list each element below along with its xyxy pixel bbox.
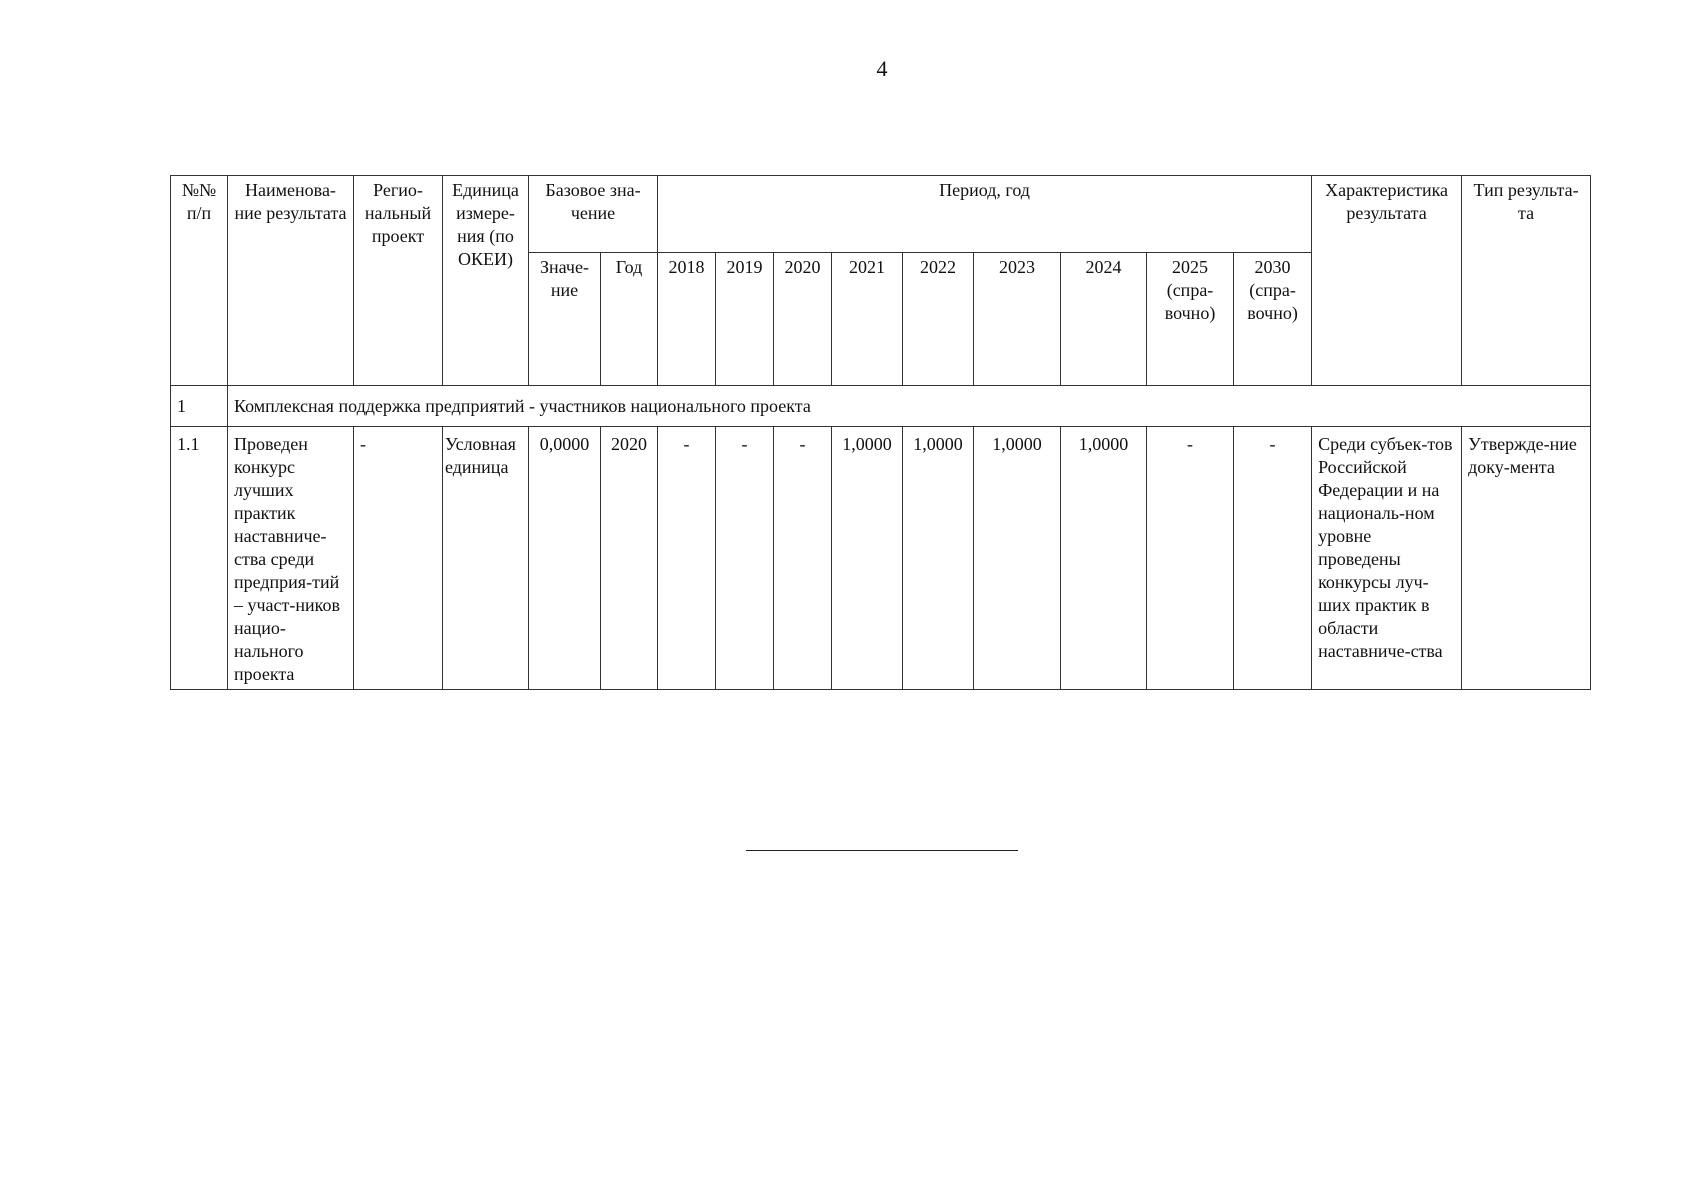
- section-num: 1: [171, 386, 228, 427]
- table-row: [171, 427, 1591, 690]
- section-row: [171, 386, 1591, 427]
- header-year-2025: 2025 (спра-вочно): [1147, 253, 1234, 386]
- header-result-type: Тип результа-та: [1462, 176, 1591, 386]
- page-number: 4: [876, 56, 888, 81]
- header-base-value: Базовое зна-чение: [529, 176, 658, 253]
- header-year-2022: 2022: [903, 253, 974, 386]
- section-title: Комплексная поддержка предприятий - участников национального проекта: [228, 386, 1591, 427]
- header-base-year-sub: Год: [601, 253, 658, 386]
- header-base-value-sub: Значе-ние: [529, 253, 601, 386]
- row-value-2023: 1,0000: [974, 427, 1061, 690]
- row-value-2025: -: [1147, 427, 1234, 690]
- row-value-2022: 1,0000: [903, 427, 974, 690]
- header-row-top: [171, 176, 1591, 253]
- header-period: Период, год: [658, 176, 1312, 253]
- header-year-2018: 2018: [658, 253, 716, 386]
- header-year-2020: 2020: [774, 253, 832, 386]
- row-value-2021: 1,0000: [832, 427, 903, 690]
- row-unit: Условная единица: [443, 427, 529, 690]
- row-result-type: Утвержде-ние доку-мента: [1462, 427, 1591, 690]
- row-regional-project: -: [354, 427, 443, 690]
- row-value-2018: -: [658, 427, 716, 690]
- header-year-2023: 2023: [974, 253, 1061, 386]
- header-year-2030: 2030 (спра-вочно): [1234, 253, 1312, 386]
- header-year-2024: 2024: [1061, 253, 1147, 386]
- header-unit: Единица измере-ния (по ОКЕИ): [443, 176, 529, 386]
- results-table: [170, 175, 1591, 690]
- header-result-name: Наименова-ние результата: [228, 176, 354, 386]
- row-value-2024: 1,0000: [1061, 427, 1147, 690]
- row-result-name: Проведен конкурс лучших практик наставниче-ства среди предприя-тий – участ-ников нацио-нального проекта: [228, 427, 354, 690]
- header-num: №№ п/п: [171, 176, 228, 386]
- row-num: 1.1: [171, 427, 228, 690]
- row-value-2030: -: [1234, 427, 1312, 690]
- header-regional-project: Регио-нальный проект: [354, 176, 443, 386]
- header-characteristic: Характеристика результата: [1312, 176, 1462, 386]
- header-year-2021: 2021: [832, 253, 903, 386]
- row-base-value: 0,0000: [529, 427, 601, 690]
- row-base-year: 2020: [601, 427, 658, 690]
- row-characteristic: Среди субъек-тов Российской Федерации и на националь-ном уровне проведены конкурсы луч-ших практик в области наставниче-ства: [1312, 427, 1462, 690]
- header-year-2019: 2019: [716, 253, 774, 386]
- row-value-2020: -: [774, 427, 832, 690]
- row-value-2019: -: [716, 427, 774, 690]
- footer-divider: [746, 850, 1018, 851]
